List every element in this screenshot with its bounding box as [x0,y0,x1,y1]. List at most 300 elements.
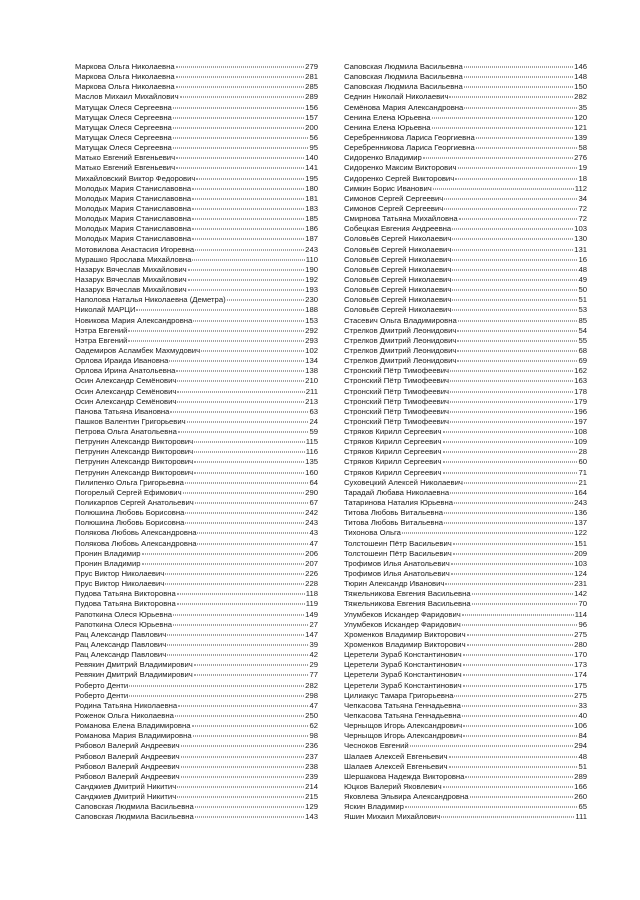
author-name: Черныщов Игорь Александрович [344,731,463,741]
author-name: Рац Александр Павлович [75,650,167,660]
page-number: 250 [305,711,318,720]
page-number: 149 [305,609,318,619]
dot-leader [227,300,305,301]
index-entry [75,731,318,741]
author-name: Молодых Мария Станиславовна [75,203,192,213]
dot-leader [462,716,578,717]
dot-leader [452,269,577,270]
dot-leader [177,391,304,392]
author-name: Шершакова Надежда Викторовна [344,771,465,781]
author-name: Стронский Пётр Тимофеевич [344,386,450,396]
index-entry [344,245,587,255]
index-entry [344,447,587,457]
page-number: 142 [574,589,587,599]
author-name: Симонов Сергей Сергеевич [344,193,444,203]
page-number: 289 [305,92,318,102]
dot-leader [432,127,574,128]
dot-leader [176,87,305,88]
author-name: Соловьёв Сергей Николаевич [344,234,452,244]
index-entry [344,620,587,630]
dot-leader [192,188,304,189]
index-entry [344,478,587,488]
author-name: Стронский Пётр Тимофеевич [344,376,450,386]
page-number: 68 [578,345,587,355]
index-entry [75,305,318,315]
author-name: Матько Евгений Евгеньевич [75,163,176,173]
author-name: Седнин Николай Николаевич [344,92,449,102]
author-name: Толстошеин Пётр Васильевич [344,538,452,548]
author-name: Орлова Ирина Анатольевна [75,366,176,376]
page-number: 39 [309,640,318,650]
index-entry [344,721,587,731]
page-number: 213 [305,396,318,406]
dot-leader [432,117,574,118]
index-entry [344,305,587,315]
dot-leader [449,97,573,98]
author-name: Мурашко Ярослава Михайловна [75,254,192,264]
author-name: Нэтра Евгений [75,335,128,345]
page-number: 195 [305,173,318,183]
author-name: Стрелков Дмитрий Леонидович [344,356,457,366]
page-number: 71 [578,467,587,477]
page-number: 207 [305,558,318,568]
dot-leader [444,523,573,524]
dot-leader [188,279,305,280]
page-number: 192 [305,274,318,284]
index-entry [75,792,318,802]
page-number: 137 [574,518,587,528]
page-number: 18 [578,173,587,183]
dot-leader [450,421,573,422]
author-name: Николай МАРЦИ [75,305,136,315]
index-entry [344,153,587,163]
index-entry [75,234,318,244]
page-number: 65 [578,802,587,812]
page-number: 143 [305,812,318,822]
dot-leader [462,614,574,615]
index-entry [75,245,318,255]
author-name: Пронин Владимир [75,558,141,568]
dot-leader [185,513,304,514]
index-entry [75,82,318,92]
index-entry [344,184,587,194]
page-number: 146 [574,62,587,71]
dot-leader [450,381,573,382]
page-number: 98 [309,731,318,741]
page-number: 239 [305,771,318,781]
page-number: 129 [305,802,318,812]
dot-leader [463,736,577,737]
index-entry [344,255,587,265]
page-number: 110 [305,254,318,264]
index-entry [75,346,318,356]
dot-leader [197,533,308,534]
index-entry [344,468,587,478]
author-name: Пилипенко Ольга Григорьевна [75,477,184,487]
index-entry [75,214,318,224]
dot-leader [173,117,304,118]
dot-leader [197,543,308,544]
index-entry [75,762,318,772]
dot-leader [472,594,574,595]
author-name: Трофимов Илья Анатольевич [344,558,450,568]
author-name: Стрелков Дмитрий Леонидович [344,325,457,335]
index-entry [344,610,587,620]
page-number: 62 [309,721,318,731]
page-number: 119 [305,599,318,609]
index-entry [75,721,318,731]
dot-leader [193,736,309,737]
page-number: 243 [574,498,587,508]
dot-leader [173,127,304,128]
dot-leader [444,208,577,209]
dot-leader [177,381,304,382]
page-number: 24 [309,416,318,426]
dot-leader [195,249,304,250]
page-number: 118 [305,589,318,599]
page-number: 174 [574,670,587,680]
index-entry [344,539,587,549]
dot-leader [463,726,573,727]
index-entry [344,194,587,204]
index-entry [75,285,318,295]
dot-leader [457,361,577,362]
dot-leader [177,604,305,605]
dot-leader [192,219,304,220]
page-number: 19 [578,163,587,173]
author-name: Стрелков Дмитрий Леонидович [344,335,457,345]
author-name: Родина Татьяна Николаевна [75,700,178,710]
dot-leader [194,665,309,666]
page-number: 289 [574,771,587,781]
index-entry [344,376,587,386]
index-entry [344,366,587,376]
page-number: 58 [578,143,587,153]
index-entry [344,133,587,143]
dot-leader [173,614,304,615]
index-entry [344,711,587,721]
index-entry [344,123,587,133]
author-name: Серебренникова Лариса Георгиевна [344,132,475,142]
author-name: Саповская Людмила Васильевна [344,82,463,92]
dot-leader [185,523,304,524]
dot-leader [195,503,309,504]
index-entry [344,752,587,762]
index-entry [344,457,587,467]
index-entry [344,701,587,711]
index-entry [75,113,318,123]
index-entry [344,143,587,153]
dot-leader [457,350,577,351]
dot-leader [167,645,308,646]
dot-leader [465,776,573,777]
page-number: 260 [574,792,587,802]
dot-leader [173,137,309,138]
dot-leader [457,340,577,341]
index-entry [75,366,318,376]
dot-leader [165,584,304,585]
page-number: 211 [305,386,318,396]
page-number: 148 [574,72,587,82]
index-entry [344,518,587,528]
page-number: 173 [574,660,587,670]
dot-leader [410,746,574,747]
page-number: 178 [574,386,587,396]
index-entry [344,316,587,326]
author-name: Полякова Любовь Александровна [75,528,197,538]
author-name: Соловьёв Сергей Николаевич [344,305,452,315]
page-number: 141 [305,163,318,173]
dot-leader [192,198,304,199]
dot-leader [181,756,305,757]
dot-leader [476,148,578,149]
page-number: 166 [574,781,587,791]
author-name: Рябовол Валерий Андреевич [75,741,180,751]
index-entry [344,174,587,184]
dot-leader [452,279,577,280]
page-number: 188 [305,305,318,315]
index-entry [344,660,587,670]
page-number: 135 [305,457,318,467]
index-entry [75,772,318,782]
dot-leader [463,655,574,656]
page-number: 64 [309,477,318,487]
index-entry [344,741,587,751]
page-number: 226 [305,569,318,579]
author-name: Церетели Зураб Константинович [344,650,462,660]
index-entry [344,285,587,295]
author-name: Наполова Наталья Николаевна (Деметра) [75,295,226,305]
dot-leader [452,239,573,240]
index-entry [344,234,587,244]
index-entry [344,772,587,782]
dot-leader [449,756,578,757]
index-entry [75,549,318,559]
dot-leader [180,97,305,98]
dot-leader [178,705,308,706]
index-entry [75,589,318,599]
index-entry [75,376,318,386]
page-number: 54 [578,325,587,335]
page-number: 63 [309,406,318,416]
page-number: 238 [305,761,318,771]
author-name: Ревякин Дмитрий Владимирович [75,660,193,670]
dot-leader [450,401,573,402]
index-entry [344,812,587,822]
index-entry [75,103,318,113]
dot-leader [459,219,578,220]
author-name: Стасевич Ольга Владимировна [344,315,457,325]
index-entry [75,691,318,701]
index-entry [344,569,587,579]
page-number: 131 [574,244,587,254]
author-name: Стронский Пётр Тимофеевич [344,396,450,406]
dot-leader [192,208,304,209]
index-entry [344,599,587,609]
author-name: Саповская Людмила Васильевна [75,802,194,812]
author-name: Осин Александр Семёнович [75,396,177,406]
dot-leader [192,259,304,260]
dot-leader [165,574,304,575]
dot-leader [444,198,577,199]
dot-leader [443,432,574,433]
page-number: 130 [574,234,587,244]
page-number: 72 [578,203,587,213]
index-entry [344,670,587,680]
index-entry [75,427,318,437]
page-number: 180 [305,183,318,193]
dot-leader [196,178,304,179]
author-name: Матущак Олеся Сергеевна [75,102,172,112]
dot-leader [195,807,304,808]
index-entry [344,630,587,640]
dot-leader [467,645,574,646]
dot-leader [173,148,309,149]
index-entry [75,133,318,143]
page-number: 276 [574,153,587,163]
dot-leader [463,675,574,676]
author-name: Саповская Людмила Васильевна [344,72,463,82]
author-name: Матущак Олеся Сергеевна [75,122,172,132]
dot-leader [194,675,309,676]
dot-leader [181,746,305,747]
page-number: 115 [305,437,318,447]
index-entry [344,589,587,599]
author-name: Назарук Вячеслав Михайлович [75,274,187,284]
dot-leader [192,239,304,240]
page-number: 108 [574,427,587,437]
page-number: 187 [305,234,318,244]
index-entry [344,427,587,437]
author-name: Орлова Ираида Ивановна [75,356,169,366]
page-number: 281 [305,72,318,82]
dot-leader [193,320,304,321]
author-name: Стряков Кирилл Сергеевич [344,427,442,437]
index-entry [75,741,318,751]
author-name: Яшин Михаил Михайлович [344,812,441,822]
author-name: Сенина Елена Юрьевна [344,112,431,122]
page-number: 275 [574,629,587,639]
dot-leader [462,624,578,625]
dot-leader [472,604,578,605]
dot-leader [464,87,573,88]
page-number: 186 [305,224,318,234]
author-name: Осин Александр Семёнович [75,376,177,386]
page-number: 29 [309,660,318,670]
author-name: Прус Виктор Николаевич [75,569,165,579]
author-name: Рапоткина Олеся Юрьевна [75,609,172,619]
author-name: Сидоренко Сергей Викторович [344,173,455,183]
index-entry [75,417,318,427]
index-entry [75,640,318,650]
author-name: Маслов Михаил Михайлович [75,92,179,102]
dot-leader [464,482,578,483]
author-name: Юцков Валерий Яковлевич [344,781,442,791]
page-number: 16 [578,254,587,264]
dot-leader [443,452,578,453]
index-entry [75,599,318,609]
index-entry [344,498,587,508]
index-entry [344,397,587,407]
dot-leader [458,320,578,321]
page-number: 147 [305,629,318,639]
page-number: 197 [574,416,587,426]
page-number: 209 [574,548,587,558]
index-entry [344,204,587,214]
dot-leader [129,685,304,686]
page-number: 102 [305,345,318,355]
dot-leader [449,766,578,767]
page-number: 214 [305,781,318,791]
dot-leader [192,726,309,727]
author-name: Толстошеин Пётр Васильевич [344,548,452,558]
page-number: 28 [578,447,587,457]
index-entry [344,640,587,650]
index-entry [344,275,587,285]
page-number: 121 [574,122,587,132]
dot-leader [188,290,305,291]
author-name: Романова Мария Владимировна [75,731,192,741]
dot-leader [443,462,578,463]
page-number: 34 [578,193,587,203]
page-number: 69 [578,356,587,366]
author-name: Чесноков Евгений [344,741,409,751]
author-name: Соловьёв Сергей Николаевич [344,295,452,305]
dot-leader [457,330,577,331]
author-name: Полюшина Любовь Борисовна [75,508,185,518]
index-entry [75,163,318,173]
author-name: Романова Елена Владимировна [75,721,191,731]
author-name: Саповская Людмила Васильевна [344,62,463,71]
index-entry [344,407,587,417]
author-name: Стронский Пётр Тимофеевич [344,366,450,376]
page-number: 282 [305,680,318,690]
page-number: 136 [574,508,587,518]
index-entry [344,417,587,427]
index-entry [75,528,318,538]
author-name: Чепкасова Татьяна Геннадьевна [344,700,461,710]
author-name: Оадемиров Асламбек Махмудович [75,345,201,355]
dot-leader [452,300,577,301]
page-number: 116 [305,447,318,457]
page-number: 51 [578,761,587,771]
index-entry [75,468,318,478]
author-name: Петрунин Александр Викторович [75,437,194,447]
author-name: Молодых Мария Станиславовна [75,193,192,203]
dot-leader [175,716,304,717]
dot-leader [181,776,305,777]
dot-leader [453,553,573,554]
index-entry [344,792,587,802]
index-entry [75,255,318,265]
dot-leader [433,188,574,189]
page-number: 175 [574,680,587,690]
author-name: Матущак Олеся Сергеевна [75,112,172,122]
author-name: Серебренникова Лариса Георгиевна [344,143,475,153]
author-name: Петрунин Александр Викторович [75,467,194,477]
page-number: 134 [305,356,318,366]
dot-leader [194,442,305,443]
index-entry [75,782,318,792]
dot-leader [451,574,573,575]
index-entry [344,224,587,234]
index-entry [344,559,587,569]
page-number: 290 [305,487,318,497]
index-entry [344,336,587,346]
author-name: Рябовол Валерий Андреевич [75,751,180,761]
page-number: 114 [574,609,587,619]
author-name: Собецкая Евгения Андреевна [344,224,452,234]
